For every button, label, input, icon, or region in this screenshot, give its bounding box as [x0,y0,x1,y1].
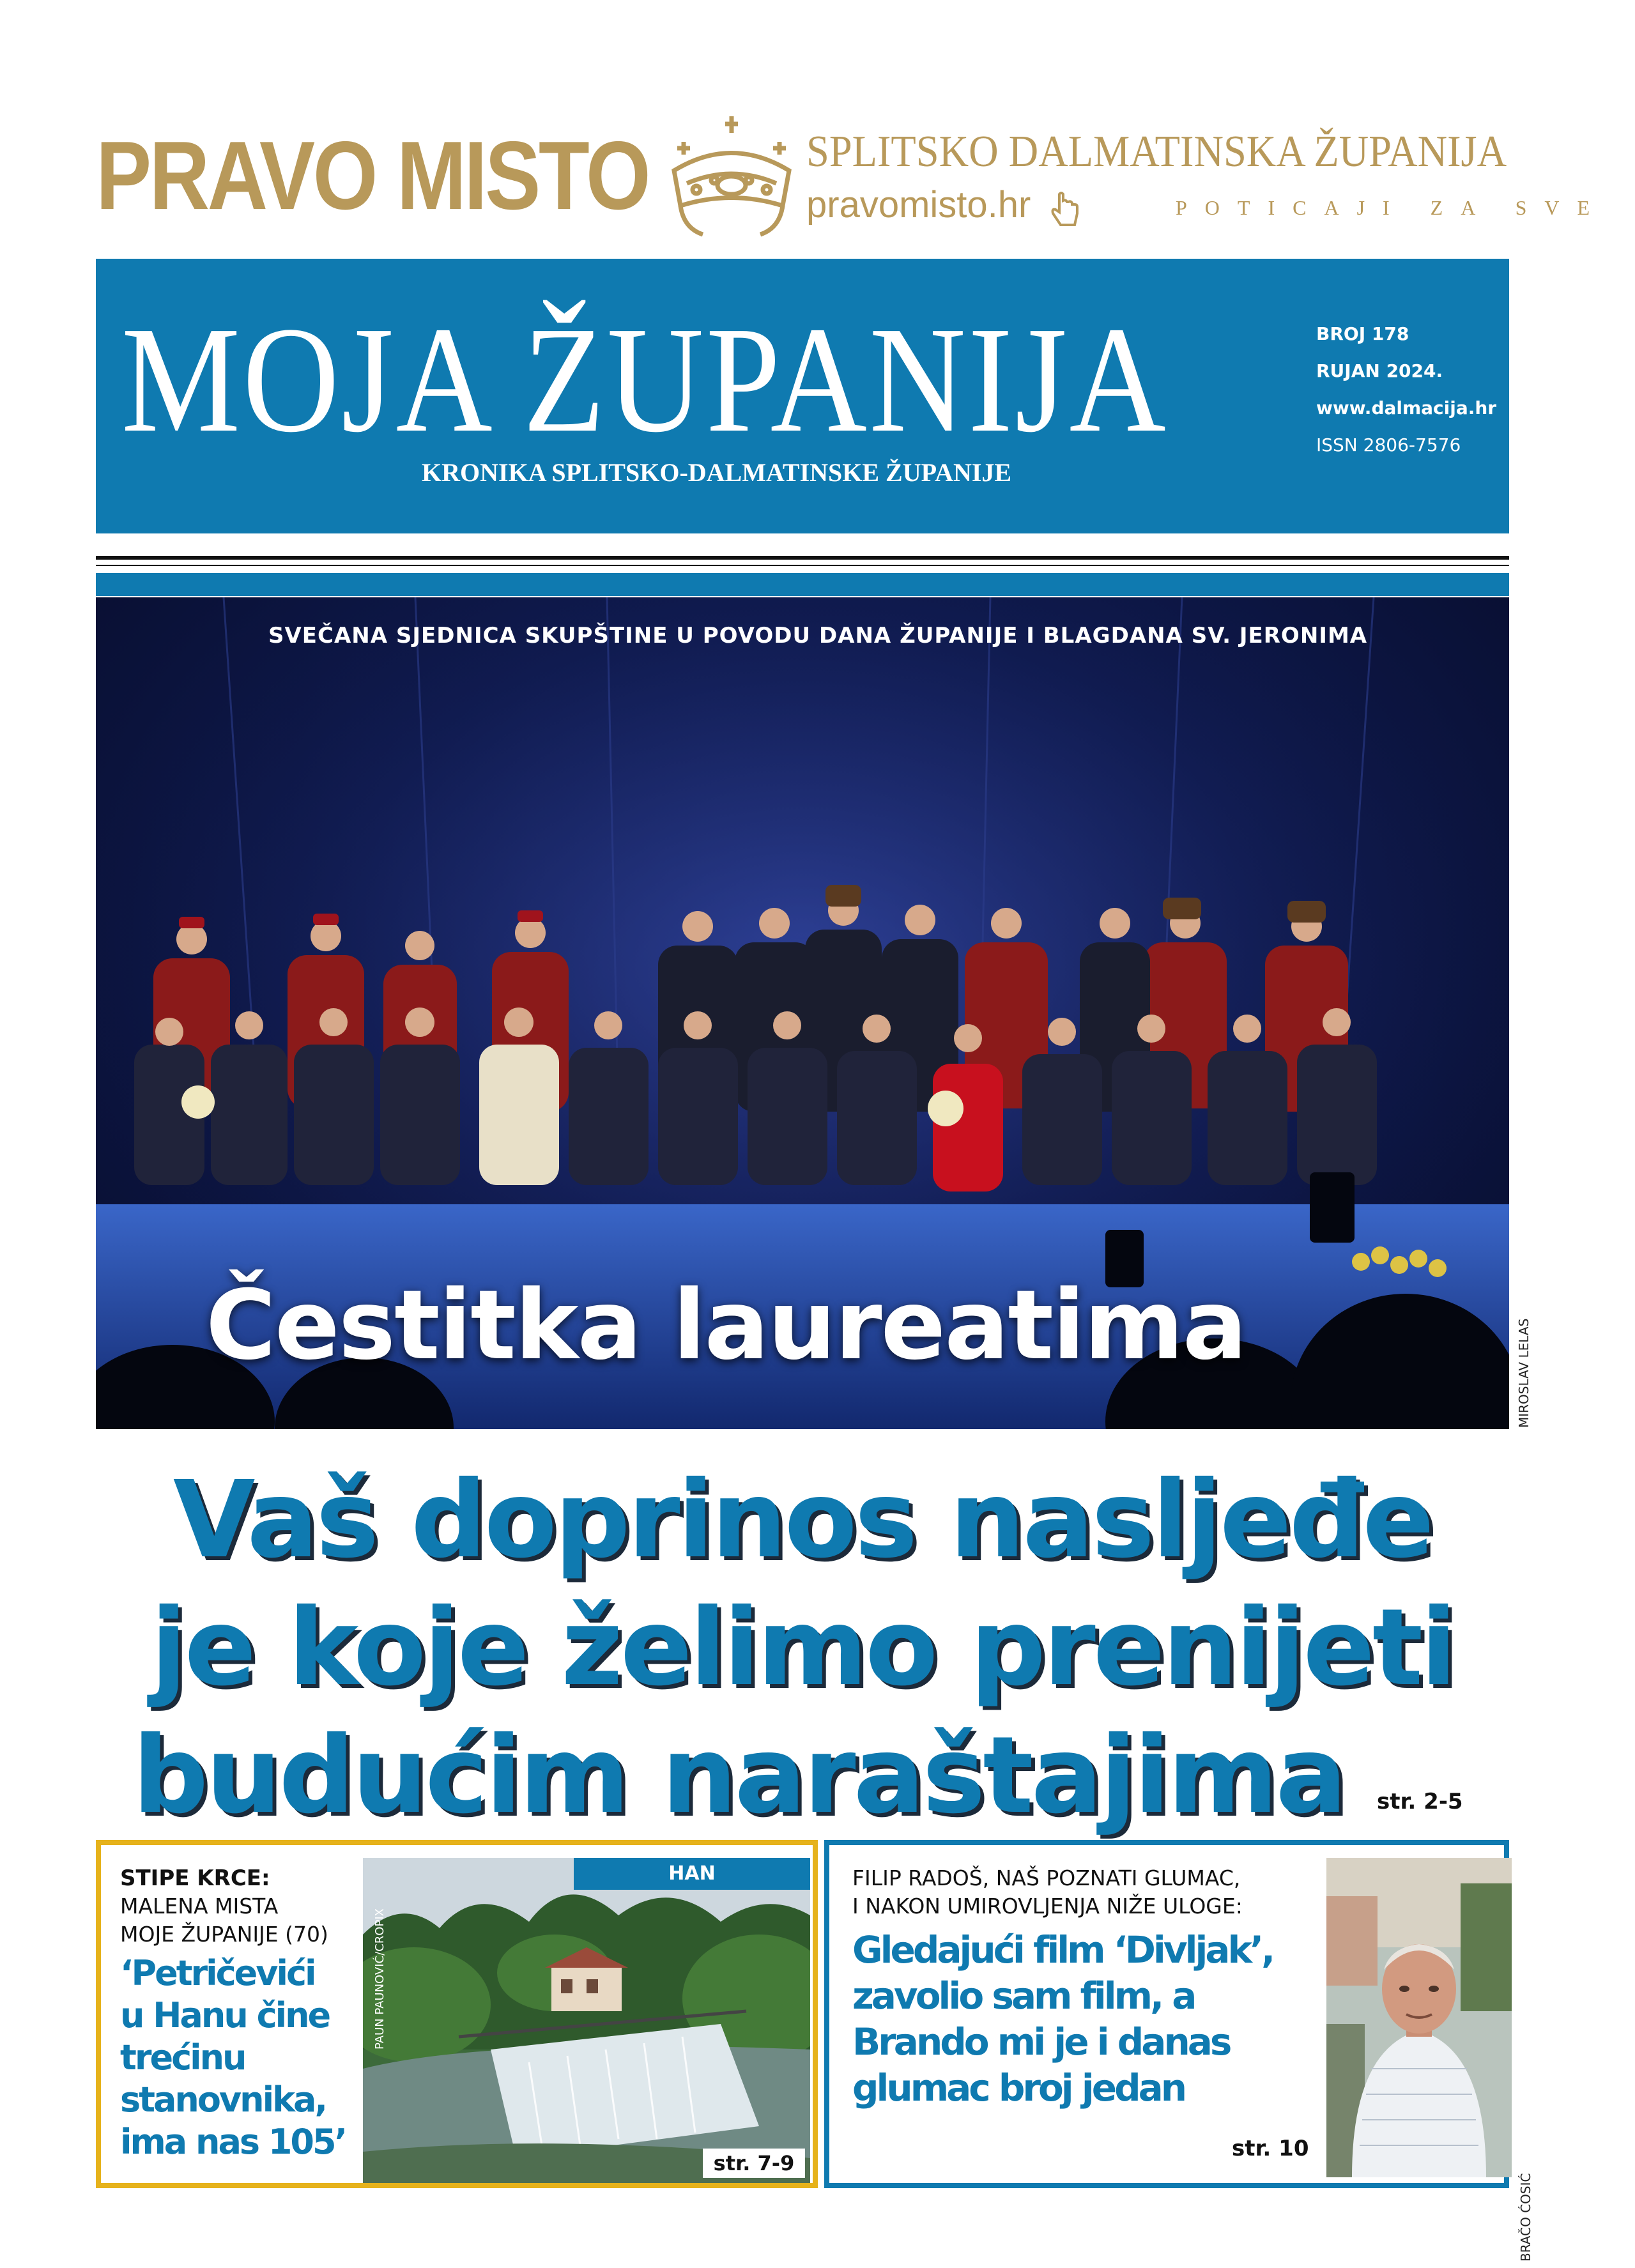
main-headline-line-1[interactable]: Vaš doprinos nasljeđe [173,1459,1432,1582]
photo-credit [1511,1306,1549,1434]
teaser-left-title-line[interactable]: ‘Petričevići [120,1953,315,1993]
photo-top-bar [96,573,1509,596]
teaser-right-title-line[interactable]: glumac broj jedan [852,2066,1185,2110]
page-reference: str. 2-5 [1377,1789,1463,1814]
teaser-left-subline: MOJE ŽUPANIJE (70) [120,1922,328,1947]
actor-portrait-photo[interactable] [1326,1858,1512,2177]
website-link[interactable]: www.dalmacija.hr [1316,397,1497,418]
divider-rule [96,556,1509,560]
cover-kicker: SVEČANA SJEDNICA SKUPŠTINE U POVODU DANA ŽUPANIJE I BLAGDANA SV. JERONIMA [268,623,1368,648]
main-headline-line-3[interactable]: budućim naraštajima [132,1714,1345,1837]
main-headline-line-2[interactable]: je koje želimo prenijeti [150,1586,1455,1710]
page-reference: str. 10 [1232,2136,1309,2161]
cover-photo-headline[interactable]: Čestitka laureatima [205,1270,1247,1381]
photo-credit-text: BRAČO ĆOSIĆ [1518,2173,1533,2262]
masthead-subtitle: KRONIKA SPLITSKO-DALMATINSKE ŽUPANIJE [422,458,1012,487]
issue-number: BROJ 178 [1316,323,1409,344]
teaser-left-subline: MALENA MISTA [120,1894,279,1919]
slogan-text: POTICAJI ZA SVE [1176,196,1608,219]
teaser-left-title-line[interactable]: trećinu [120,2037,245,2078]
page-reference: str. 7-9 [703,2149,805,2178]
masthead [96,259,1509,533]
photo-credit-text: PAUN PAUNOVIĆ/CROPIX [373,1908,387,2050]
issn-number: ISSN 2806-7576 [1316,434,1461,456]
actor-portrait-scene [1326,1858,1512,2177]
masthead-title: MOJA ŽUPANIJA [121,296,1169,464]
teaser-left-title-line[interactable]: ima nas 105’ [120,2122,346,2162]
crown-logo-icon [658,110,805,244]
teaser-right-title-line[interactable]: zavolio sam film, a [852,1974,1195,2018]
teaser-box-right[interactable] [824,1840,1509,2188]
pravomisto-url[interactable]: pravomisto.hr [806,184,1031,226]
photo-credit [1514,2173,1540,2268]
pravo-misto-logo-text: PRAVO MISTO [96,121,649,230]
han-river-photo[interactable] [363,1858,810,2183]
teaser-box-left[interactable] [96,1840,818,2188]
cover-photo[interactable] [96,597,1509,1429]
teaser-left-title-line[interactable]: u Hanu čine [120,1995,330,2035]
teaser-left-kicker: STIPE KRCE: [120,1866,270,1891]
teaser-right-subline: I NAKON UMIROVLJENJA NIŽE ULOGE: [852,1894,1243,1919]
teaser-right-subline: FILIP RADOŠ, NAŠ POZNATI GLUMAC, [852,1866,1241,1890]
teaser-right-title-line[interactable]: Brando mi je i danas [852,2020,1230,2064]
photo-credit [369,1864,395,2056]
teaser-left-title-line[interactable]: stanovnika, [120,2080,326,2120]
pointer-hand-icon [1048,192,1081,230]
location-tag: HAN [574,1858,810,1890]
photo-credit-text: MIROSLAV LELAS [1516,1318,1531,1428]
teaser-right-title-line[interactable]: Gledajući film ‘Divljak’, [852,1928,1273,1972]
han-river-scene [363,1858,810,2183]
divider-rule-thin [96,565,1509,566]
county-name-text: SPLITSKO DALMATINSKA ŽUPANIJA [806,127,1507,176]
issue-date: RUJAN 2024. [1316,360,1443,381]
